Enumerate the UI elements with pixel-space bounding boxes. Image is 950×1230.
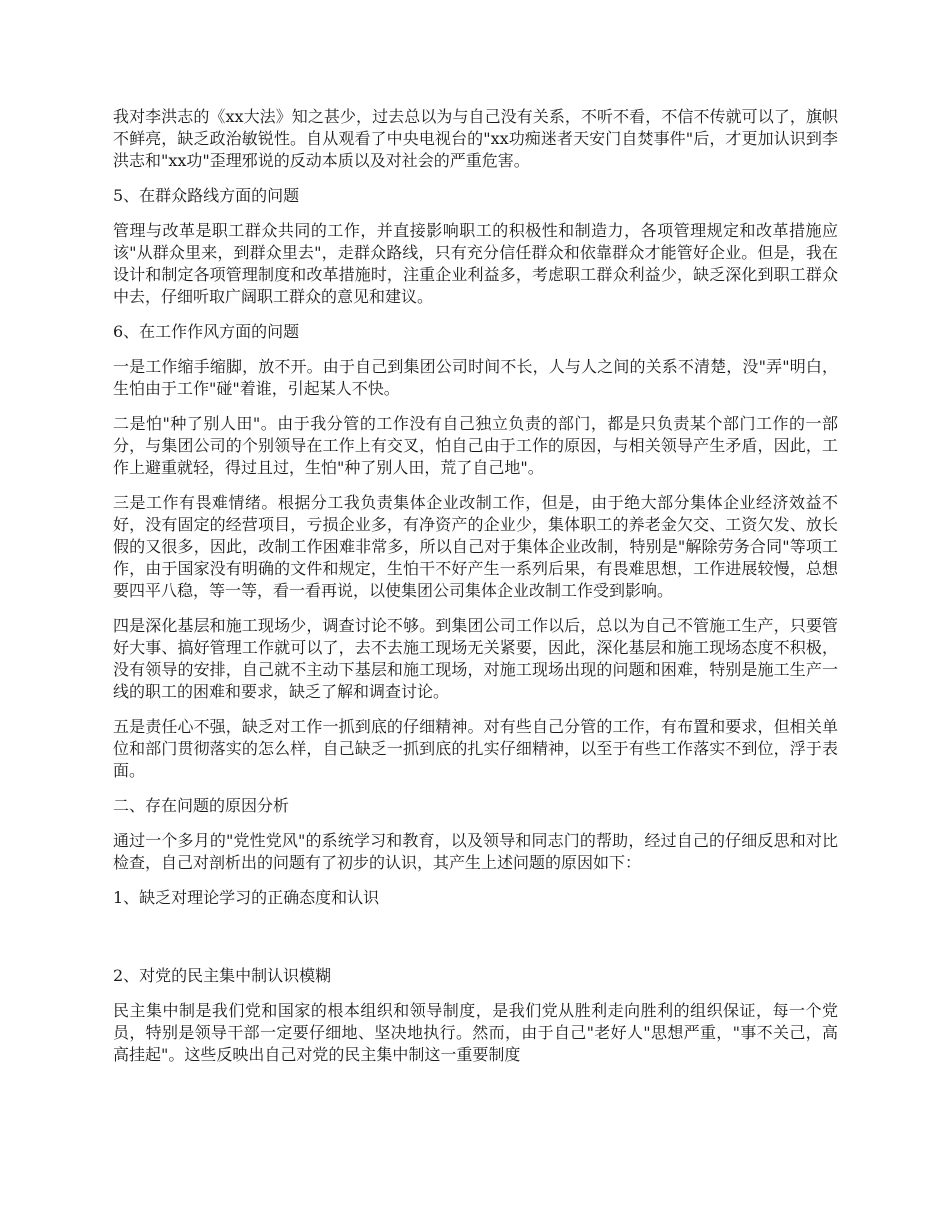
paragraph-style-three: 三是工作有畏难情绪。根据分工我负责集体企业改制工作，但是，由于绝大部分集体企业经济效益不好，没有固定的经营项目，亏损企业多，有净资产的企业少，集体职工的养老金欠交、工资欠发、放长假的又很多，因此，改制工作困难非常多，所以自己对于集体企业改制，特别是"解除劳务合同"等项工作，由于国家没有明确的文件和规定，生怕干不好产生一系列后果，有畏难思想，工作进展较慢，总想要四平八稳，等一等，看一看再说，以使集团公司集体企业改制工作受到影响。 (113, 493, 838, 600)
paragraph-style-one: 一是工作缩手缩脚，放不开。由于自己到集团公司时间不长，人与人之间的关系不清楚，没"弄"明白，生怕由于工作"碰"着谁，引起某人不快。 (113, 357, 838, 398)
paragraph-style-two: 二是怕"种了别人田"。由于我分管的工作没有自己独立负责的部门，都是只负责某个部门工作的一部分，与集团公司的个别领导在工作上有交叉，怕自己由于工作的原因，与相关领导产生矛盾，因此，工作上避重就轻，得过且过，生怕"种了别人田，荒了自己地"。 (113, 414, 838, 477)
paragraph-style-four: 四是深化基层和施工现场少，调查讨论不够。到集团公司工作以后，总以为自己不管施工生产，只要管好大事、搞好管理工作就可以了，去不去施工现场无关紧要，因此，深化基层和施工现场态度不积极，没有领导的安排，自己就不主动下基层和施工现场，对施工现场出现的问题和困难，特别是施工生产一线的职工的困难和要求，缺乏了解和调查讨论。 (113, 616, 838, 701)
heading-mass-line: 5、在群众路线方面的问题 (113, 186, 300, 205)
document-page (113, 106, 838, 1079)
paragraph-cause-intro: 通过一个多月的"党性党风"的系统学习和教育，以及领导和同志门的帮助，经过自己的仔细反思和对比检查，自己对剖析出的问题有了初步的认识，其产生上述问题的原因如下： (113, 831, 838, 872)
paragraph-mass-line: 管理与改革是职工群众共同的工作，并直接影响职工的积极性和制造力，各项管理规定和改革措施应该"从群众里来，到群众里去"，走群众路线，只有充分信任群众和依靠群众才能管好企业。但是，我在设计和制定各项管理制度和改革措施时，注重企业利益多，考虑职工群众利益少，缺乏深化到职工群众中去，仔细听取广阔职工群众的意见和建议。 (113, 221, 838, 306)
heading-theory-study: 1、缺乏对理论学习的正确态度和认识 (113, 888, 380, 907)
heading-cause-analysis: 二、存在问题的原因分析 (113, 796, 290, 815)
paragraph-democratic-centralism: 民主集中制是我们党和国家的根本组织和领导制度，是我们党从胜利走向胜利的组织保证，每一个党员，特别是领导干部一定要仔细地、坚决地执行。然而，由于自己"老好人"思想严重，"事不关己，高高挂起"。这些反映出自己对党的民主集中制这一重要制度 (113, 1001, 838, 1064)
blank-space (113, 922, 838, 965)
paragraph-style-five: 五是责任心不强，缺乏对工作一抓到底的仔细精神。对有些自己分管的工作，有布置和要求，但相关单位和部门贯彻落实的怎么样，自己缺乏一抓到底的扎实仔细精神，以至于有些工作落实不到位，浮于表面。 (113, 717, 838, 780)
heading-work-style: 6、在工作作风方面的问题 (113, 322, 300, 341)
paragraph-falun-intro: 我对李洪志的《xx大法》知之甚少，过去总以为与自己没有关系，不听不看，不信不传就可以了，旗帜不鲜亮，缺乏政治敏锐性。自从观看了中央电视台的"xx功痴迷者天安门自焚事件"后，才更加认识到李洪志和"xx功"歪理邪说的反动本质以及对社会的严重危害。 (113, 107, 838, 170)
heading-democratic-centralism: 2、对党的民主集中制认识模糊 (113, 966, 332, 985)
